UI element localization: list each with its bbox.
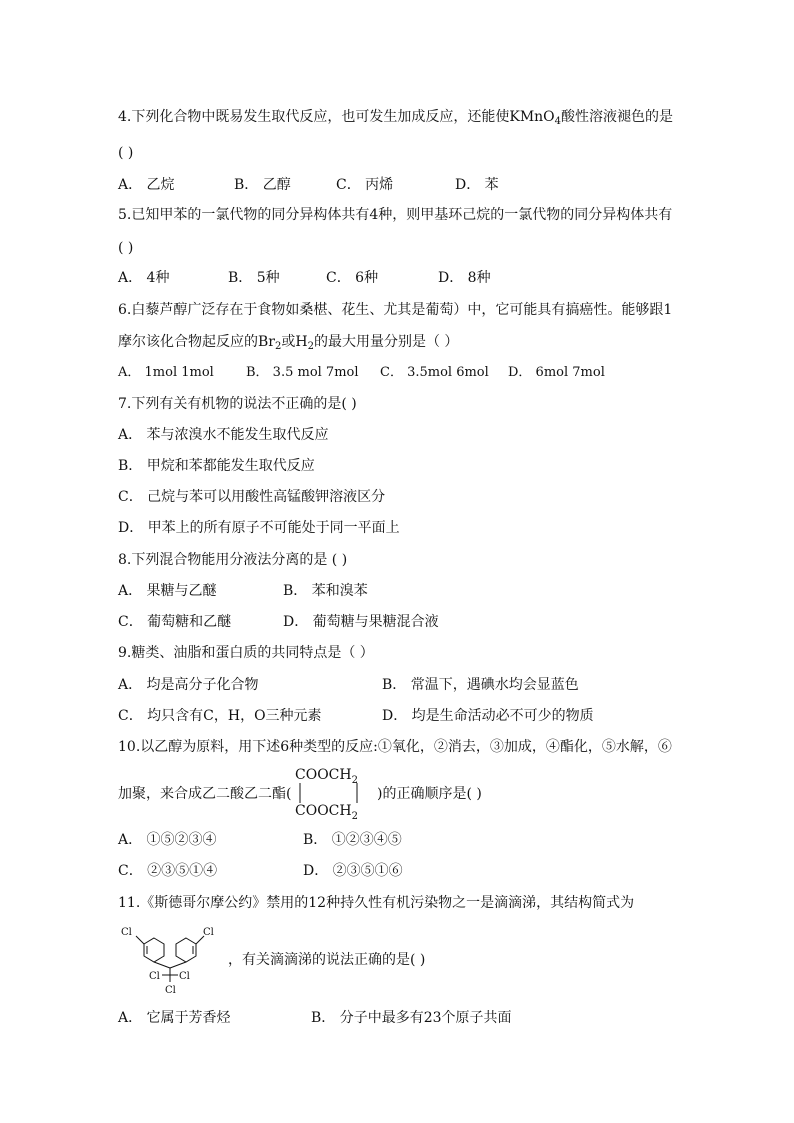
option-d: D． 8种 xyxy=(438,270,491,286)
option-d: D． 苯 xyxy=(455,177,499,193)
option-c: C． 均只含有C，H，O三种元素 xyxy=(118,708,322,724)
question-6-stem-line2: 摩尔该化合物起反应的$Br_2$或$H_2$的最大用量分别是（ ） xyxy=(118,334,459,352)
question-8-stem: 8.下列混合物能用分液法分离的是 ( ) xyxy=(118,552,348,568)
ddt-structure-image xyxy=(118,922,218,1000)
option-b: B． 5种 xyxy=(228,270,280,286)
option-d: D． 葡萄糖与果糖混合液 xyxy=(283,614,439,630)
option-d: D． 6mol 7mol xyxy=(508,365,605,380)
option-a: A． 乙烷 xyxy=(118,177,175,193)
question-10-stem-line2-a: 加聚，来合成乙二酸乙二酯( xyxy=(118,786,292,802)
question-10-stem-line1: 10.以乙醇为原料，用下述6种类型的反应:①氧化，②消去，③加成，④酯化，⑤水解，⑥ xyxy=(118,739,672,755)
option-b: B． 3.5 mol 7mol xyxy=(246,365,359,380)
option-c: C． 葡萄糖和乙醚 xyxy=(118,614,232,630)
question-5-answer-paren: ( ) xyxy=(118,240,134,256)
question-7-option-d: D． 甲苯上的所有原子不可能处于同一平面上 xyxy=(118,520,400,536)
question-4-answer-paren: ( ) xyxy=(118,145,134,161)
option-a: A． ①⑤②③④ xyxy=(118,832,217,848)
ethylene-oxalate-structure xyxy=(293,763,375,823)
option-a: A． 果糖与乙醚 xyxy=(118,583,217,599)
option-b: B． 苯和溴苯 xyxy=(283,583,368,599)
option-a: A． 它属于芳香烃 xyxy=(118,1010,231,1026)
chlorine-label: Cl xyxy=(149,971,160,982)
option-b: B． 分子中最多有23个原子共面 xyxy=(311,1010,512,1026)
question-6-stem-line1: 6.白藜芦醇广泛存在于食物如桑椹、花生、尤其是葡萄）中，它可能具有搞癌性。能够跟1 xyxy=(118,302,673,318)
option-b: B． 常温下，遇碘水均会显蓝色 xyxy=(382,677,579,693)
question-4-stem: 4.下列化合物中既易发生取代反应，也可发生加成反应，还能使KMnO$_4$酸性溶液褪色的是 xyxy=(118,109,674,127)
option-d: D． ②③⑤①⑥ xyxy=(303,863,403,879)
chlorine-label: Cl xyxy=(121,927,132,938)
option-c: C． 丙烯 xyxy=(336,177,394,193)
chlorine-label: Cl xyxy=(203,927,214,938)
question-7-option-c: C． 己烷与苯可以用酸性高锰酸钾溶液区分 xyxy=(118,489,386,505)
question-7-option-a: A． 苯与浓溴水不能发生取代反应 xyxy=(118,427,329,443)
option-a: A． 1mol 1mol xyxy=(118,365,214,380)
question-10-stem-line2-b: )的正确顺序是( ) xyxy=(377,786,482,802)
ethylene-oxalate-structure-image xyxy=(293,763,375,823)
chlorine-label: Cl xyxy=(179,971,190,982)
option-c: C． 3.5mol 6mol xyxy=(380,365,489,380)
option-a: A． 均是高分子化合物 xyxy=(118,677,259,693)
ddt-structure xyxy=(118,922,218,1000)
question-5-stem: 5.已知甲苯的一氯代物的同分异构体共有4种，则甲基环己烷的一氯代物的同分异构体共有 xyxy=(118,207,673,223)
chlorine-label: Cl xyxy=(165,985,176,996)
option-b: B． ①②③④⑤ xyxy=(303,832,402,848)
option-a: A． 4种 xyxy=(118,270,170,286)
question-7-stem: 7.下列有关有机物的说法不正确的是( ) xyxy=(118,396,357,412)
struct-top-text: $COOCH_2$ xyxy=(295,767,358,786)
option-d: D． 均是生命活动必不可少的物质 xyxy=(382,708,594,724)
question-11-stem: 11.《斯德哥尔摩公约》禁用的12种持久性有机污染物之一是滴滴涕，其结构简式为 xyxy=(118,895,635,911)
question-11-stem-after: ，有关滴滴涕的说法正确的是( ) xyxy=(228,952,426,968)
option-c: C． 6种 xyxy=(326,270,379,286)
question-9-stem: 9.糖类、油脂和蛋白质的共同特点是（ ） xyxy=(118,645,374,661)
struct-bottom-text: $COOCH_2$ xyxy=(295,803,358,822)
question-7-option-b: B． 甲烷和苯都能发生取代反应 xyxy=(118,458,315,474)
option-c: C． ②③⑤①④ xyxy=(118,863,218,879)
option-b: B． 乙醇 xyxy=(234,177,291,193)
